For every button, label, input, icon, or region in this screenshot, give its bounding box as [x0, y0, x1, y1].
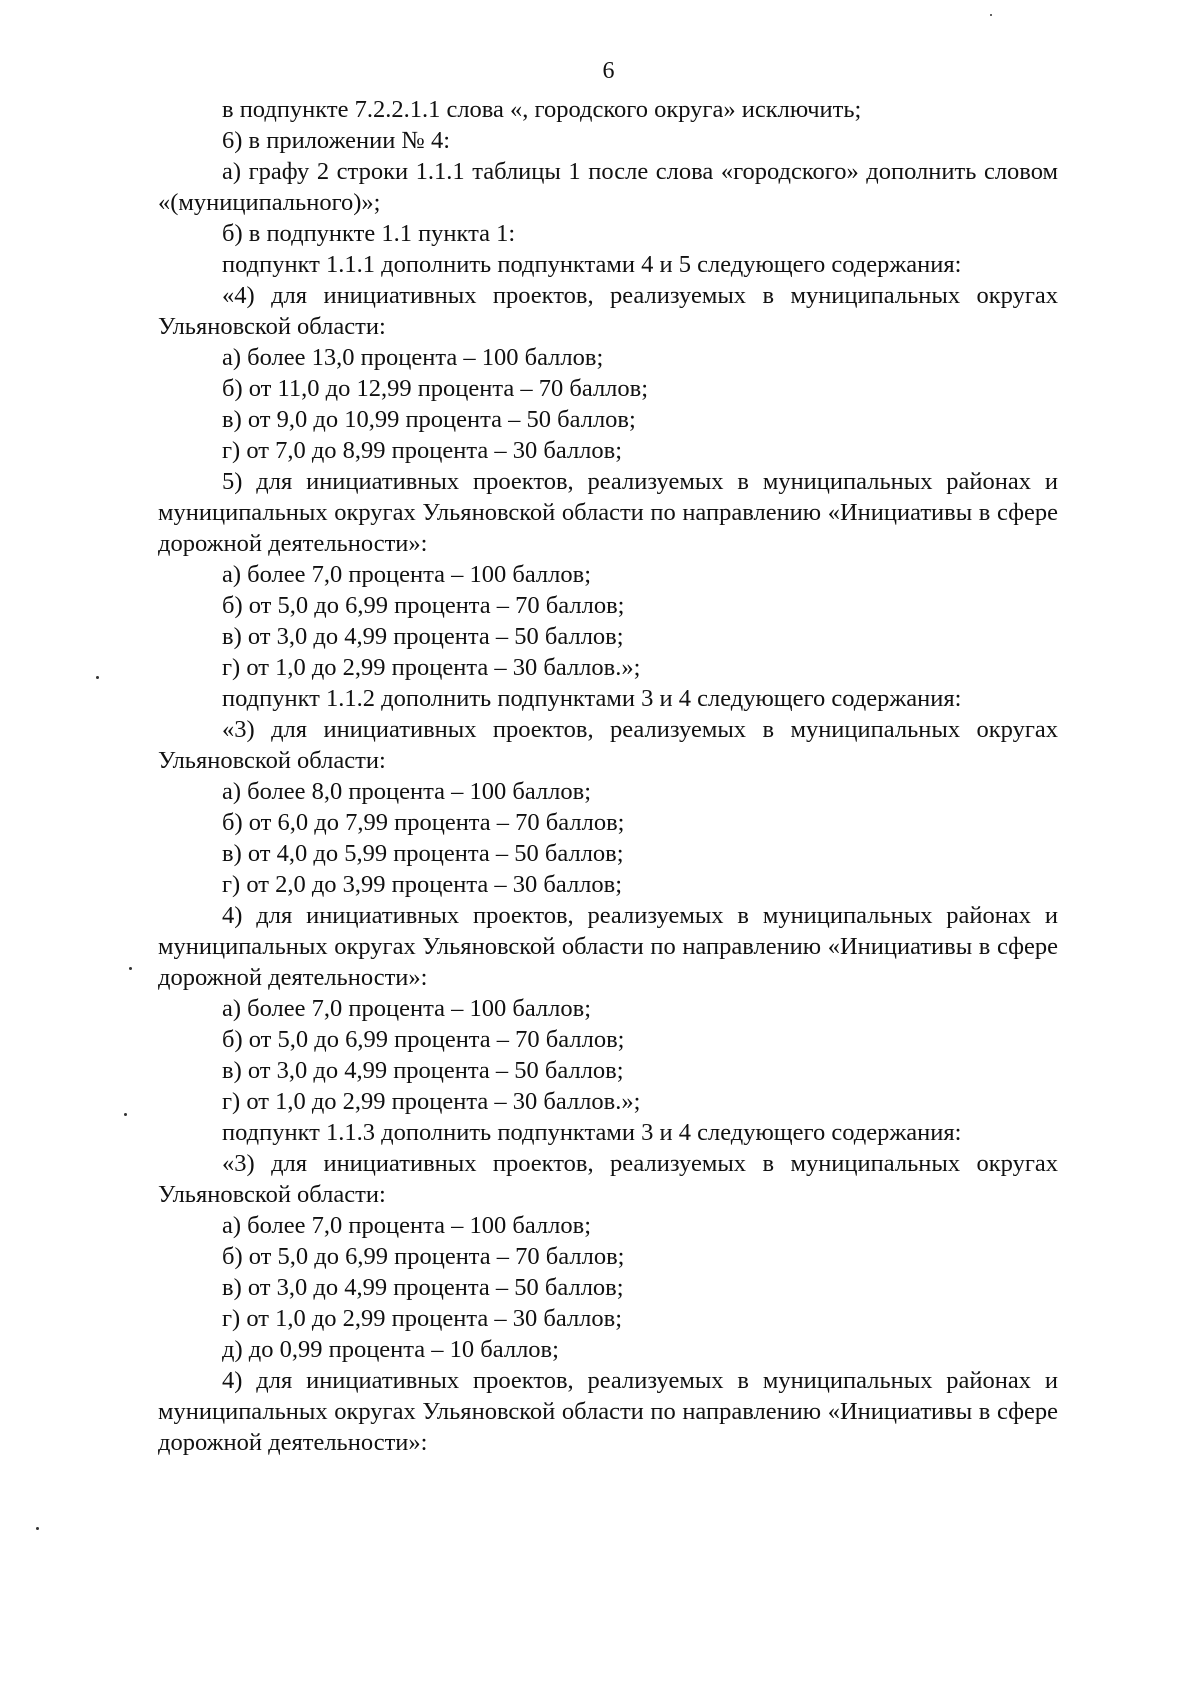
paragraph: а) графу 2 строки 1.1.1 таблицы 1 после слова «городского» дополнить словом «(муниципального)»;	[158, 158, 1058, 216]
scan-speck	[124, 1113, 127, 1116]
paragraph: г) от 1,0 до 2,99 процента – 30 баллов;	[222, 1305, 623, 1332]
paragraph: в) от 9,0 до 10,99 процента – 50 баллов;	[222, 406, 636, 433]
document-body	[158, 94, 1058, 1458]
paragraph: 4) для инициативных проектов, реализуемых в муниципальных районах и муниципальных округах Ульяновской области по направлению «Инициативы в сфере дорожной деятельности»:	[158, 1367, 1058, 1456]
paragraph: б) от 5,0 до 6,99 процента – 70 баллов;	[222, 592, 625, 619]
paragraph: а) более 13,0 процента – 100 баллов;	[222, 344, 604, 371]
paragraph: 5) для инициативных проектов, реализуемых в муниципальных районах и муниципальных округах Ульяновской области по направлению «Инициативы в сфере дорожной деятельности»:	[158, 468, 1058, 557]
paragraph: подпункт 1.1.1 дополнить подпунктами 4 и 5 следующего содержания:	[222, 251, 962, 278]
paragraph: подпункт 1.1.3 дополнить подпунктами 3 и 4 следующего содержания:	[222, 1119, 962, 1146]
paragraph: в подпункте 7.2.2.1.1 слова «, городского округа» исключить;	[222, 96, 862, 123]
paragraph: в) от 3,0 до 4,99 процента – 50 баллов;	[222, 1057, 624, 1084]
paragraph: 4) для инициативных проектов, реализуемых в муниципальных районах и муниципальных округах Ульяновской области по направлению «Инициативы в сфере дорожной деятельности»:	[158, 902, 1058, 991]
scan-speck	[36, 1527, 39, 1530]
paragraph: подпункт 1.1.2 дополнить подпунктами 3 и 4 следующего содержания:	[222, 685, 962, 712]
scan-speck	[96, 676, 99, 679]
paragraph: б) от 5,0 до 6,99 процента – 70 баллов;	[222, 1026, 625, 1053]
paragraph: г) от 1,0 до 2,99 процента – 30 баллов.»;	[222, 1088, 641, 1115]
paragraph: а) более 8,0 процента – 100 баллов;	[222, 778, 591, 805]
paragraph: г) от 7,0 до 8,99 процента – 30 баллов;	[222, 437, 623, 464]
scan-speck	[129, 967, 132, 970]
paragraph: а) более 7,0 процента – 100 баллов;	[222, 561, 591, 588]
paragraph: в) от 3,0 до 4,99 процента – 50 баллов;	[222, 623, 624, 650]
paragraph: «3) для инициативных проектов, реализуемых в муниципальных округах Ульяновской области:	[158, 1150, 1058, 1208]
paragraph: д) до 0,99 процента – 10 баллов;	[222, 1336, 559, 1363]
scan-speck	[990, 14, 992, 16]
paragraph: б) от 11,0 до 12,99 процента – 70 баллов;	[222, 375, 649, 402]
paragraph: в) от 4,0 до 5,99 процента – 50 баллов;	[222, 840, 624, 867]
paragraph: 6) в приложении № 4:	[222, 127, 451, 154]
paragraph: б) в подпункте 1.1 пункта 1:	[222, 220, 516, 247]
paragraph: а) более 7,0 процента – 100 баллов;	[222, 995, 591, 1022]
page-number: 6	[602, 58, 615, 84]
paragraph: б) от 5,0 до 6,99 процента – 70 баллов;	[222, 1243, 625, 1270]
paragraph: а) более 7,0 процента – 100 баллов;	[222, 1212, 591, 1239]
paragraph: «3) для инициативных проектов, реализуемых в муниципальных округах Ульяновской области:	[158, 716, 1058, 774]
paragraph: «4) для инициативных проектов, реализуемых в муниципальных округах Ульяновской области:	[158, 282, 1058, 340]
paragraph: г) от 2,0 до 3,99 процента – 30 баллов;	[222, 871, 623, 898]
paragraph: в) от 3,0 до 4,99 процента – 50 баллов;	[222, 1274, 624, 1301]
paragraph: б) от 6,0 до 7,99 процента – 70 баллов;	[222, 809, 625, 836]
paragraph: г) от 1,0 до 2,99 процента – 30 баллов.»;	[222, 654, 641, 681]
